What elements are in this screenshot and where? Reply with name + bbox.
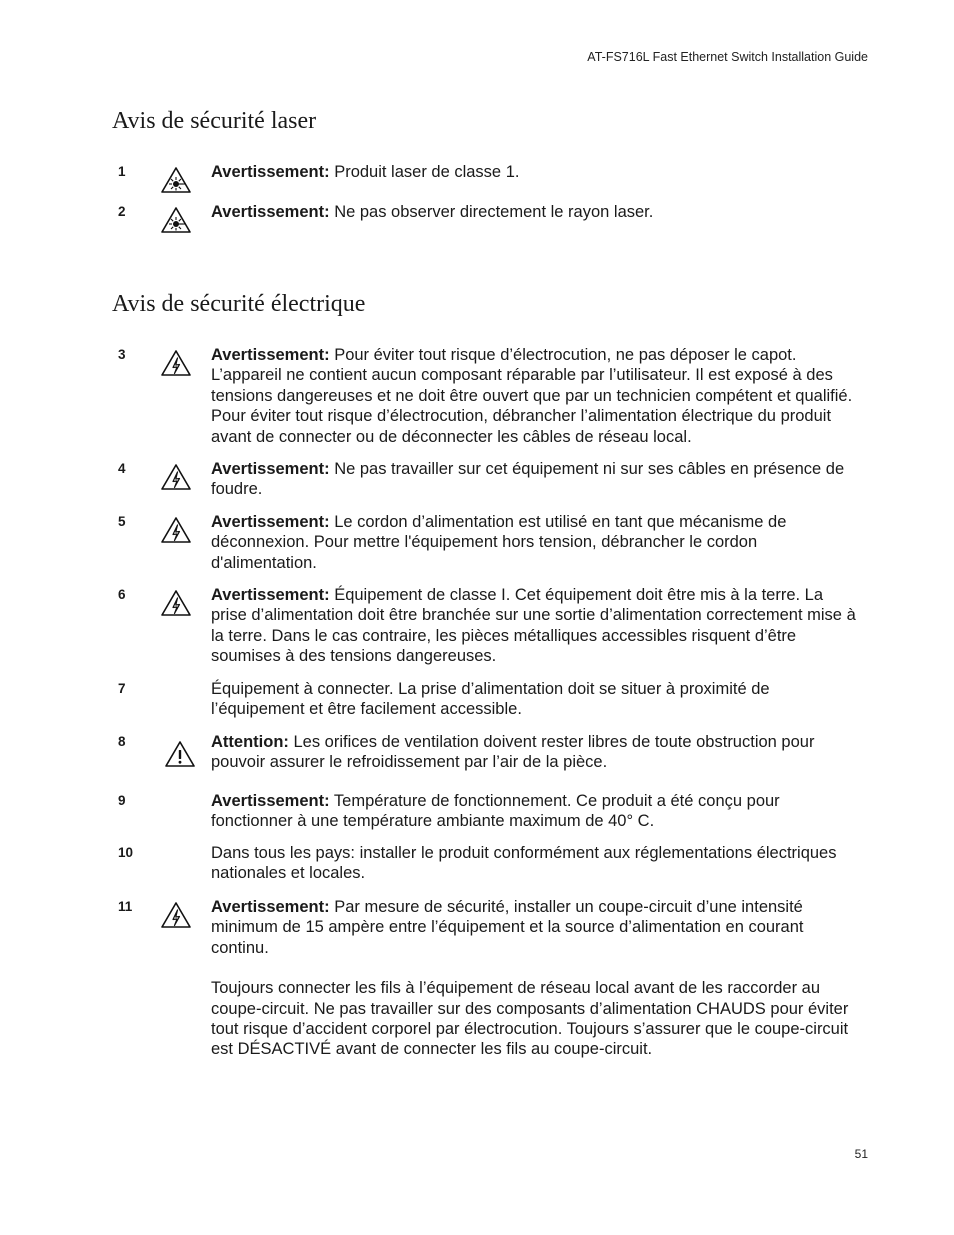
item-number: 8 bbox=[118, 734, 126, 749]
item-text: Équipement à connecter. La prise d’alimentation doit se situer à proximité de l’équipement et être facilement accessible. bbox=[211, 680, 770, 719]
laser-warning-icon bbox=[160, 206, 192, 234]
item-text: Avertissement: Le cordon d’alimentation est utilisé en tant que mécanisme de déconnexion. Pour mettre l'équipement hors tension, débrancher le cordon d'alimentation. bbox=[211, 513, 787, 572]
electrical-hazard-icon bbox=[160, 463, 192, 491]
item-extra-paragraph: Toujours connecter les fils à l’équipement de réseau local avant de les raccorder au coupe-circuit. Ne pas travailler sur des composants d’alimentation CHAUDS pour éviter tout risque d’accident corporel par électrocution. Toujours s’assurer que le coupe-circuit est DÉSACTIVÉ avant de connecter les fils au coupe-circuit. bbox=[211, 979, 849, 1059]
item-number: 2 bbox=[118, 204, 126, 219]
item-text: Avertissement: Équipement de classe I. Cet équipement doit être mis à la terre. La prise d’alimentation doit être branchée sur une sortie d’alimentation correctement mise à la terre. Dans le cas contraire, les pièces métalliques accessibles risquent d’être soumises à des tensions dangereuses. bbox=[211, 586, 856, 666]
electrical-hazard-icon bbox=[160, 901, 192, 929]
electrical-hazard-icon bbox=[160, 349, 192, 377]
item-number: 3 bbox=[118, 347, 126, 362]
page-number: 51 bbox=[854, 1147, 868, 1161]
section-title-laser: Avis de sécurité laser bbox=[112, 108, 317, 134]
caution-icon bbox=[164, 740, 196, 768]
electrical-hazard-icon bbox=[160, 589, 192, 617]
item-number: 1 bbox=[118, 164, 126, 179]
item-number: 9 bbox=[118, 793, 126, 808]
item-text: Attention: Les orifices de ventilation doivent rester libres de toute obstruction pour pouvoir assurer le refroidissement par l’air de la pièce. bbox=[211, 733, 815, 772]
item-text: Avertissement: Pour éviter tout risque d’électrocution, ne pas déposer le capot. L’appareil ne contient aucun composant réparable par l’utilisateur. Il est exposé à des tensions dangereuses et ne doit être ouvert que par un technicien compétent et qualifié. Pour éviter tout risque d’électrocution, débrancher l’alimentation électrique du produit avant de connecter ou de déconnecter les câbles de réseau local. bbox=[211, 346, 853, 446]
item-text: Avertissement: Température de fonctionnement. Ce produit a été conçu pour fonctionner à une température ambiante maximum de 40° C. bbox=[211, 792, 780, 831]
item-number: 11 bbox=[118, 899, 133, 914]
item-number: 4 bbox=[118, 461, 126, 476]
item-text: Dans tous les pays: installer le produit conformément aux réglementations électriques nationales et locales. bbox=[211, 844, 837, 883]
running-header: AT-FS716L Fast Ethernet Switch Installation Guide bbox=[587, 50, 868, 64]
item-number: 6 bbox=[118, 587, 126, 602]
laser-warning-icon bbox=[160, 166, 192, 194]
item-number: 5 bbox=[118, 514, 126, 529]
item-text: Avertissement: Produit laser de classe 1. bbox=[211, 163, 520, 181]
section-title-electrical: Avis de sécurité électrique bbox=[112, 291, 366, 317]
electrical-hazard-icon bbox=[160, 516, 192, 544]
item-text: Avertissement: Ne pas observer directement le rayon laser. bbox=[211, 203, 654, 221]
item-text: Avertissement: Ne pas travailler sur cet équipement ni sur ses câbles en présence de foudre. bbox=[211, 460, 845, 499]
item-number: 10 bbox=[118, 845, 134, 860]
item-number: 7 bbox=[118, 681, 126, 696]
item-text: Avertissement: Par mesure de sécurité, installer un coupe-circuit d’une intensité minimum de 15 ampère entre l’équipement et la source d’alimentation en courant continu. Toujours connecter les fils à l’équipement de réseau local avant de les raccorder au coupe-circuit. Ne pas travailler sur des composants d’alimentation CHAUDS pour éviter tout risque d’accident corporel par électrocution. Toujours s’assurer que le coupe-circuit est DÉSACTIVÉ avant de connecter les fils au coupe-circuit. bbox=[211, 897, 856, 1060]
